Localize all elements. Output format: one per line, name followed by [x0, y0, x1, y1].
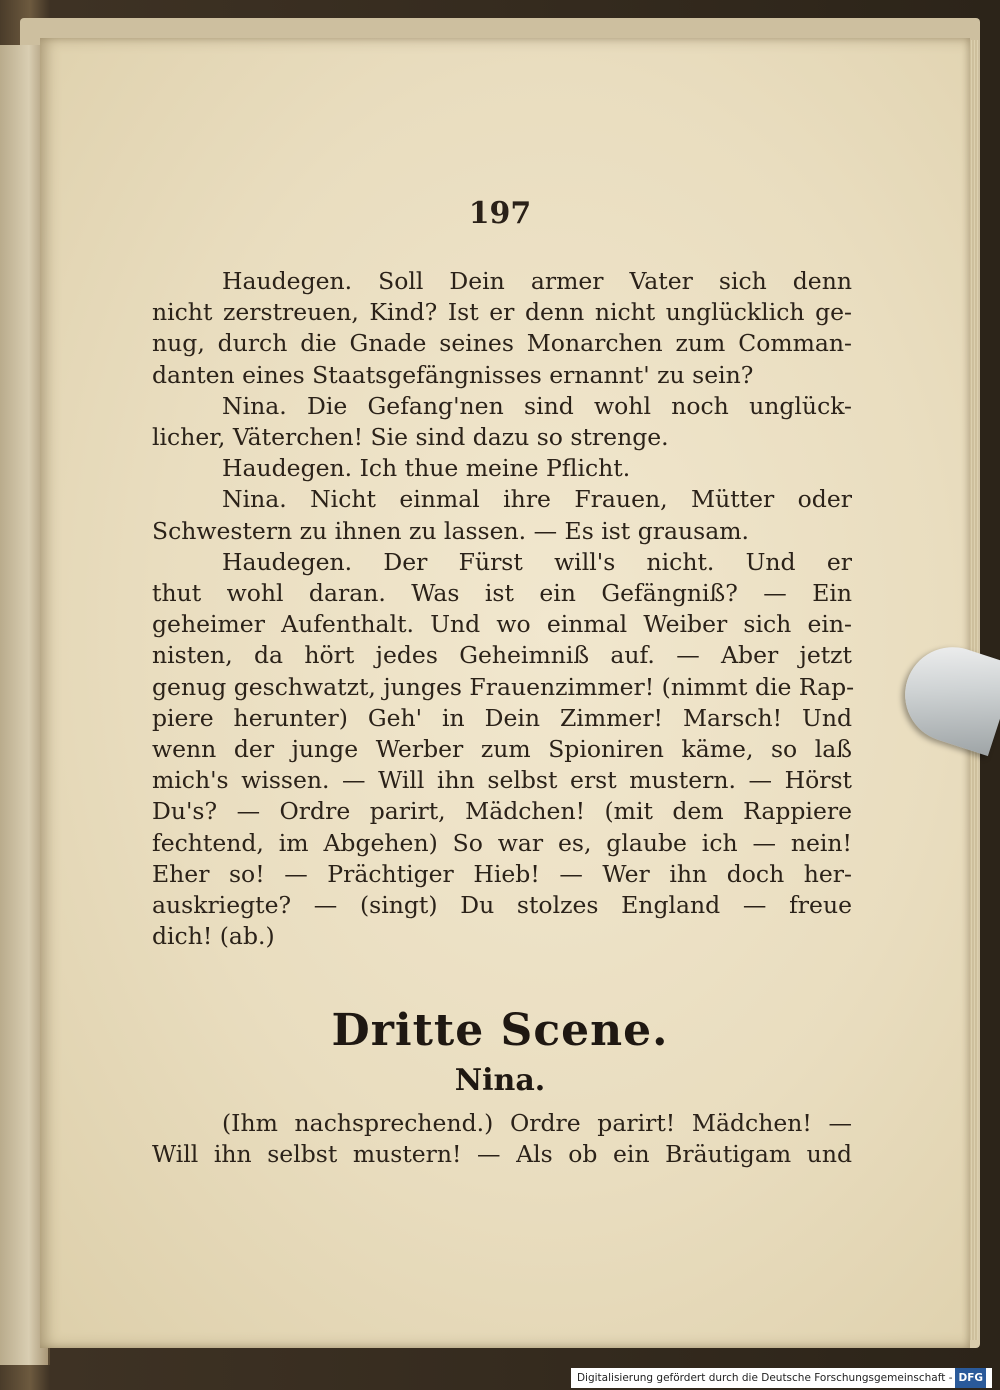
footer-text: Digitalisierung gefördert durch die Deutsche Forschungsgemeinschaft - [576, 1372, 953, 1384]
footer-credit [571, 1368, 992, 1388]
text-line: auskriegte? — (singt) Du stolzes England — freue [152, 891, 852, 920]
text-line: Eher so! — Prächtiger Hieb! — Wer ihn doch her- [152, 859, 852, 888]
text-line: Nina. Nicht einmal ihre Frauen, Mütter oder [222, 485, 852, 514]
text-line: Du's? — Ordre parirt, Mädchen! (mit dem Rappiere [152, 797, 852, 826]
body-text [152, 266, 855, 952]
text-line: Haudegen. Soll Dein armer Vater sich denn [222, 267, 852, 295]
text-line: wenn der junge Werber zum Spioniren käme, so laß [152, 735, 852, 764]
text-line: fechtend, im Abgehen) So war es, glaube ich — nein! [152, 828, 852, 857]
text-line: Haudegen. Der Fürst will's nicht. Und er [222, 547, 852, 576]
scene-character: Nina. [454, 1063, 546, 1098]
text-line: nisten, da hört jedes Geheimniß auf. — Aber jetzt [152, 641, 852, 670]
text-line: piere herunter) Geh' in Dein Zimmer! Marsch! Und [152, 703, 852, 732]
text-line: Nina. Die Gefang'nen sind wohl noch unglück- [222, 391, 852, 420]
text-line: genug geschwatzt, junges Frauenzimmer! (nimmt die Rap- [152, 672, 855, 701]
scene-title: Dritte Scene. [331, 1005, 669, 1056]
text-line: Haudegen. Ich thue meine Pflicht. [222, 454, 631, 483]
text-line: nug, durch die Gnade seines Monarchen zum Comman- [152, 329, 852, 358]
text-line: dich! (ab.) [152, 922, 275, 951]
text-line: licher, Väterchen! Sie sind dazu so strenge. [152, 423, 669, 452]
text-line: Will ihn selbst mustern! — Als ob ein Bräutigam und [152, 1140, 852, 1169]
text-line: danten eines Staatsgefängnisses ernannt' zu sein? [152, 360, 754, 389]
text-line: nicht zerstreuen, Kind? Ist er denn nicht unglücklich ge- [152, 298, 852, 327]
text-line: mich's wissen. — Will ihn selbst erst mustern. — Hörst [152, 766, 852, 795]
text-line: (Ihm nachsprechend.) Ordre parirt! Mädchen! — [222, 1109, 852, 1137]
page-number: 197 [468, 196, 532, 231]
dfg-logo: DFG [955, 1368, 986, 1388]
text-line: geheimer Aufenthalt. Und wo einmal Weiber sich ein- [152, 610, 852, 639]
scene-text [152, 1108, 852, 1170]
text-line: Schwestern zu ihnen zu lassen. — Es ist grausam. [152, 516, 749, 545]
text-line: thut wohl daran. Was ist ein Gefängniß? — Ein [152, 579, 852, 608]
